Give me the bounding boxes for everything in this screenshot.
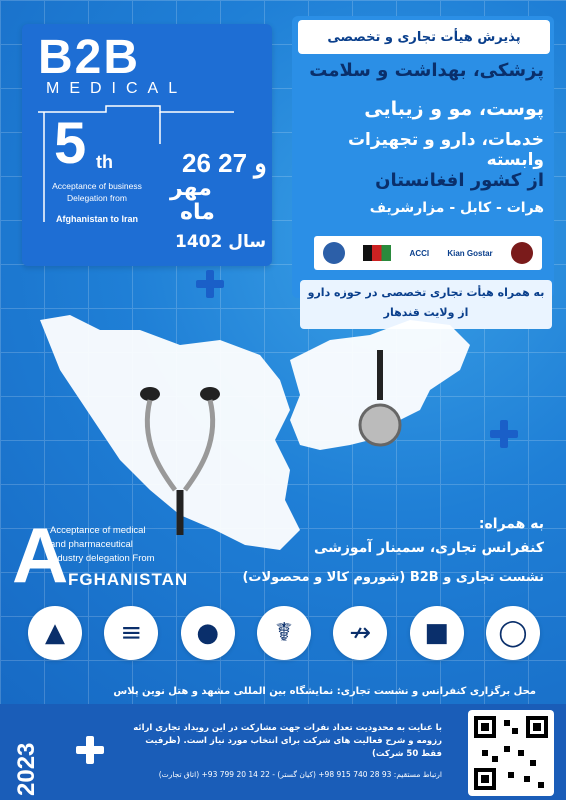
english-title-line3: Afghanistan to Iran bbox=[55, 214, 138, 224]
mask-icon: ■ bbox=[410, 606, 464, 660]
english-title bbox=[42, 180, 152, 204]
stethoscope-chestpiece bbox=[350, 350, 410, 450]
footer-note: با عنایت به محدودیت تعداد نفرات جهت مشارکت در این رویداد تجاری ارائه رزومه و شرح فعالیت های شرکت برای انتخاب مورد نیاز است. (ظرفیت فقط 50 شرکت) bbox=[133, 723, 442, 759]
partner-logos bbox=[314, 236, 542, 270]
plus-icon bbox=[196, 270, 224, 298]
headline-services: خدمات، دارو و تجهیزات وابسته bbox=[347, 130, 544, 170]
pill-icon: ● bbox=[181, 606, 235, 660]
english-acceptance-line3: industry delegation From bbox=[50, 553, 155, 564]
plus-icon bbox=[490, 420, 518, 448]
cosmetics-icon: ▲ bbox=[28, 606, 82, 660]
edition-suffix: th bbox=[96, 152, 113, 172]
stethoscope-icon: ◯ bbox=[486, 606, 540, 660]
event-month-word: ماه bbox=[180, 200, 215, 225]
headline-skin-hair: پوست، مو و زیبایی bbox=[364, 98, 544, 120]
kandahar-note-line2: از ولایت قندهار bbox=[383, 306, 469, 319]
with-item-conference: کنفرانس تجاری، سمینار آموزشی bbox=[313, 540, 544, 556]
category-icons bbox=[28, 606, 540, 668]
caduceus-icon: ☤ bbox=[257, 606, 311, 660]
plus-icon bbox=[76, 736, 106, 766]
syringe-icon: ↛ bbox=[333, 606, 387, 660]
footer-contact: ارتباط مستقیم: 93 28 740 915 98+ (کیان گستر) - 22 14 20 799 93+ (اتاق تجارت) bbox=[158, 770, 442, 779]
with-label: به همراه: bbox=[478, 516, 544, 532]
english-acceptance-line1: Acceptance of medical bbox=[50, 525, 146, 536]
event-year: سال 1402 bbox=[175, 232, 267, 252]
english-acceptance bbox=[50, 524, 200, 566]
footer-year bbox=[12, 716, 40, 800]
iran-emblem-logo bbox=[511, 242, 533, 264]
with-item-b2b: نشست تجاری و B2B (شوروم کالا و محصولات) bbox=[242, 570, 544, 585]
country-name: FGHANISTAN bbox=[68, 570, 189, 589]
logo-medical: MEDICAL bbox=[46, 80, 188, 97]
headline-country: از کشور افغانستان bbox=[375, 170, 544, 191]
event-month: مهر bbox=[170, 176, 212, 201]
kian-gostar-logo: Kian Gostar bbox=[447, 248, 493, 258]
qr-code[interactable] bbox=[468, 710, 554, 796]
english-acceptance-line2: and pharmaceutical bbox=[50, 539, 133, 550]
svg-text:2023: 2023 bbox=[13, 742, 40, 796]
afghan-seal-logo bbox=[323, 242, 345, 264]
big-letter-a: A bbox=[12, 511, 69, 599]
venue-text: محل برگزاری کنفرانس و نشست تجاری: نمایشگاه بین المللی مشهد و هتل نوین پلاس bbox=[113, 686, 536, 697]
kandahar-note-line1: به همراه هیأت تجاری تخصصی در حوزه دارو bbox=[307, 286, 545, 299]
english-title-line1: Acceptance of business bbox=[52, 181, 142, 191]
chamber-flag-logo bbox=[363, 245, 391, 261]
logo-b2b: B2B bbox=[38, 31, 141, 84]
panel-tag: پذیرش هیأت تجاری و تخصصی bbox=[298, 20, 550, 54]
acci-logo: ACCI bbox=[409, 248, 430, 258]
hair-follicle-icon: ≡ bbox=[104, 606, 158, 660]
headline-cities: هرات - کابل - مزارشریف bbox=[369, 200, 544, 216]
headline-medical: پزشکی، بهداشت و سلامت bbox=[309, 60, 544, 81]
stethoscope-illustration bbox=[130, 380, 230, 540]
edition-number: 5 bbox=[54, 111, 87, 176]
english-title-line2: Delegation from bbox=[66, 193, 127, 203]
event-days: 26 و 27 bbox=[182, 148, 267, 178]
